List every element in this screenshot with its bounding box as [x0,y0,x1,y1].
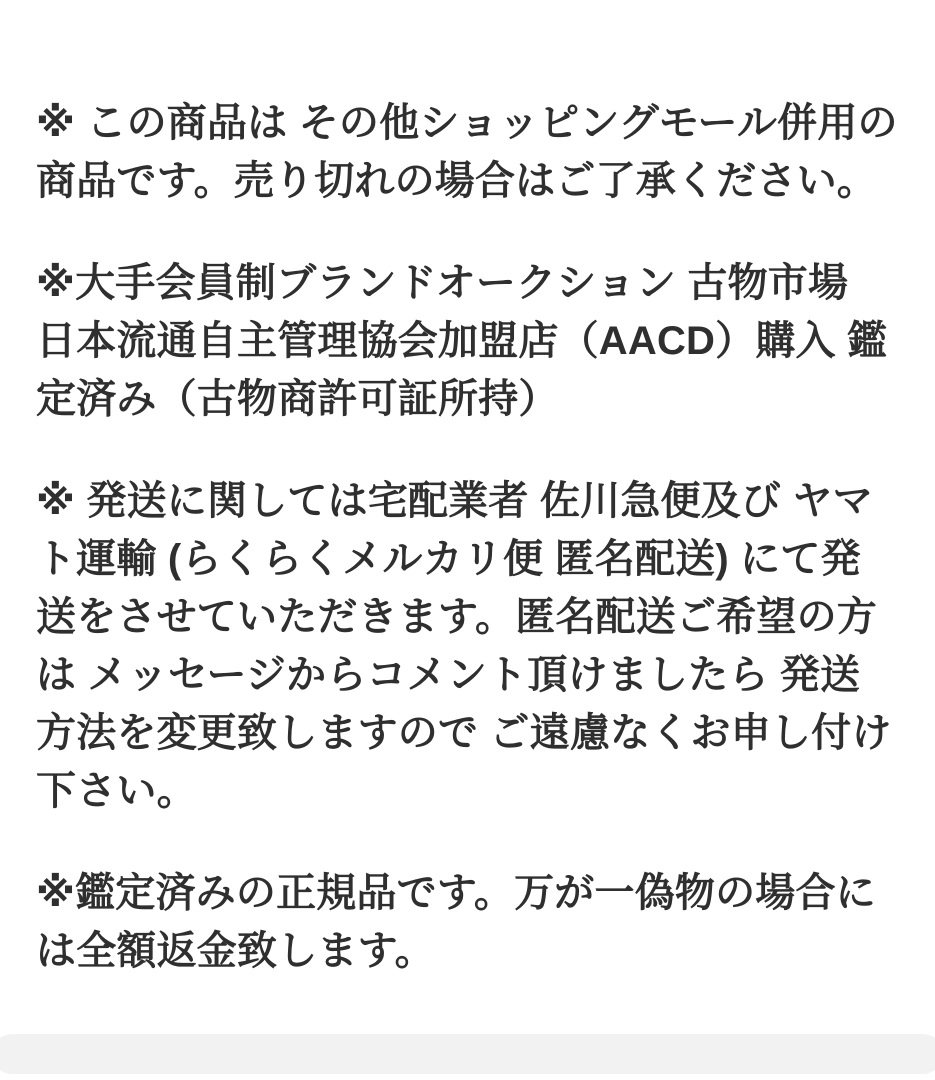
paragraph-shipping-method: ※ 発送に関しては宅配業者 佐川急便及び ヤマト運輸 (らくらくメルカリ便 匿名配送) にて発送をさせていただきます。匿名配送ご希望の方は メッセージからコメント頂けましたら 発送方法を変更致しますので ご遠慮なくお申し付け下さい。 [36,479,892,813]
paragraph-shopping-mall-notice: ※ この商品は その他ショッピングモール併用の商品です。売り切れの場合はご了承ください。 [36,101,898,203]
description-text-block [36,94,899,980]
paragraph-authenticity-guarantee: ※鑑定済みの正規品です。万が一偽物の場合には全額返金致します。 [36,871,876,973]
paragraph-auction-authentication: ※大手会員制ブランドオークション 古物市場 日本流通自主管理協会加盟店（AACD）購入 鑑定済み（古物商許可証所持） [36,261,888,421]
bottom-sheet-edge [0,1046,935,1080]
